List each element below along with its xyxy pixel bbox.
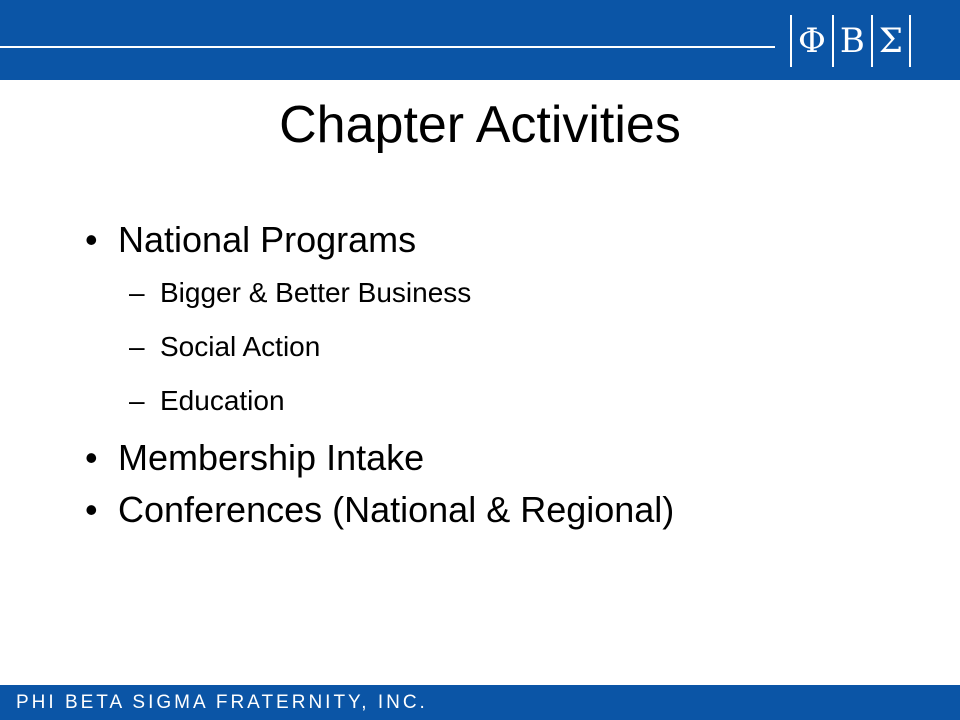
sub-bullet-mark: – [129,331,145,362]
sub-bullet-text: Education [160,385,285,416]
sub-bullet-list [85,266,925,428]
footer-text: PHI BETA SIGMA FRATERNITY, INC. [16,692,428,713]
bullet-text: National Programs [118,219,417,260]
sub-bullet-item [85,374,925,428]
bullet-text: Membership Intake [118,437,425,478]
slide-title: Chapter Activities [279,96,681,154]
logo-divider [909,15,911,67]
bullet-item [85,484,925,536]
bullet-mark: • [85,489,98,530]
header-rule [0,46,775,48]
sub-bullet-item [85,320,925,374]
logo-letter-phi: Φ [798,21,826,61]
header-banner [0,0,960,80]
logo-letter-beta: Β [839,21,865,61]
sub-bullet-item [85,266,925,320]
logo-letter-sigma: Σ [878,21,903,61]
bullet-mark: • [85,437,98,478]
sub-bullet-mark: – [129,385,145,416]
bullet-item [85,432,925,484]
bullet-list [85,214,925,536]
greek-letters-logo [790,14,911,68]
sub-bullet-text: Social Action [160,331,321,362]
sub-bullet-mark: – [129,277,145,308]
bullet-text: Conferences (National & Regional) [118,489,675,530]
sub-bullet-text: Bigger & Better Business [160,277,472,308]
bullet-mark: • [85,219,98,260]
bullet-item [85,214,925,266]
footer-banner [0,685,960,720]
